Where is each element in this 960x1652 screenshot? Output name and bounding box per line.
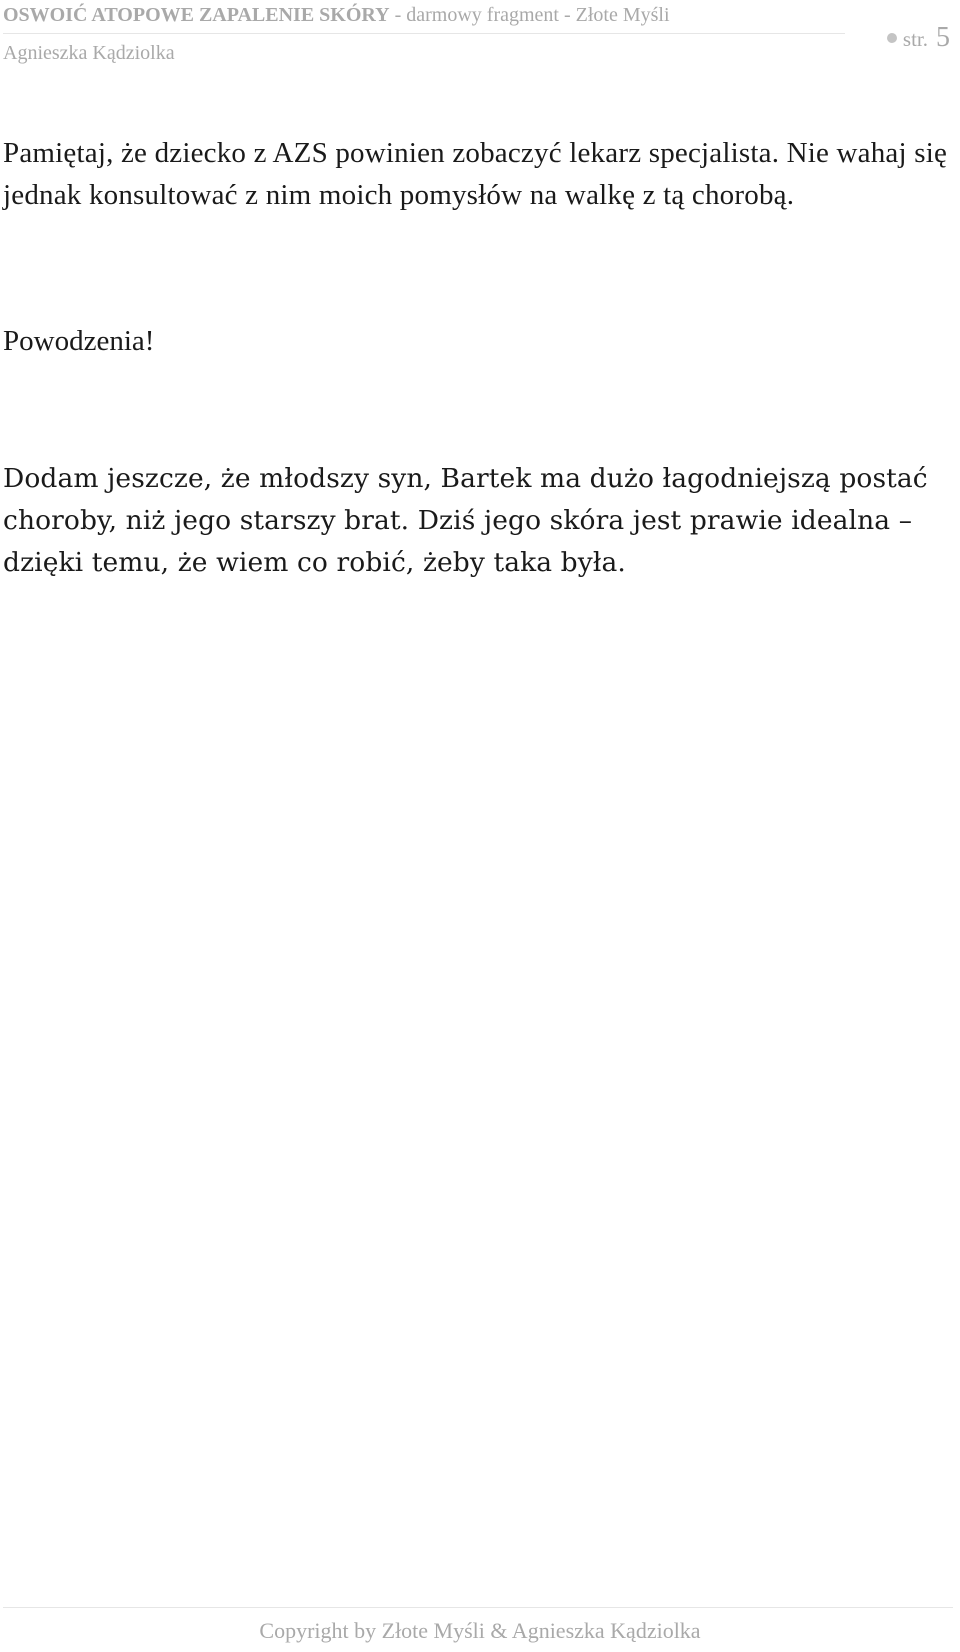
header-divider bbox=[3, 33, 845, 34]
page-number-indicator bbox=[887, 22, 950, 54]
page-number: 5 bbox=[936, 22, 950, 53]
page-prefix: str. bbox=[902, 27, 928, 51]
paragraph-specialist: Pamiętaj, że dziecko z AZS powinien zobaczyć lekarz specjalista. Nie wahaj się jednak konsultować z nim moich pomysłów na walkę z tą chorobą. bbox=[3, 137, 948, 211]
bullet-icon bbox=[887, 33, 897, 43]
document-title-line bbox=[3, 4, 670, 27]
footer-divider bbox=[3, 1607, 953, 1608]
paragraph-good-luck: Powodzenia! bbox=[3, 325, 155, 357]
book-subtitle: darmowy fragment - Złote Myśli bbox=[406, 4, 670, 26]
title-separator: - bbox=[389, 4, 407, 26]
page-header bbox=[0, 0, 960, 80]
footer-copyright: Copyright by Złote Myśli & Agnieszka Kądziolka bbox=[259, 1618, 701, 1643]
author-name: Agnieszka Kądziolka bbox=[3, 42, 175, 64]
book-title: OSWOIĆ ATOPOWE ZAPALENIE SKÓRY bbox=[3, 4, 390, 26]
paragraph-younger-son: Dodam jeszcze, że młodszy syn, Bartek ma dużo łagodniejszą postać choroby, niż jego starszy brat. Dziś jego skóra jest prawie idealna – dzięki temu, że wiem co robić, żeby taka była. bbox=[3, 463, 928, 578]
page-content bbox=[3, 132, 953, 584]
